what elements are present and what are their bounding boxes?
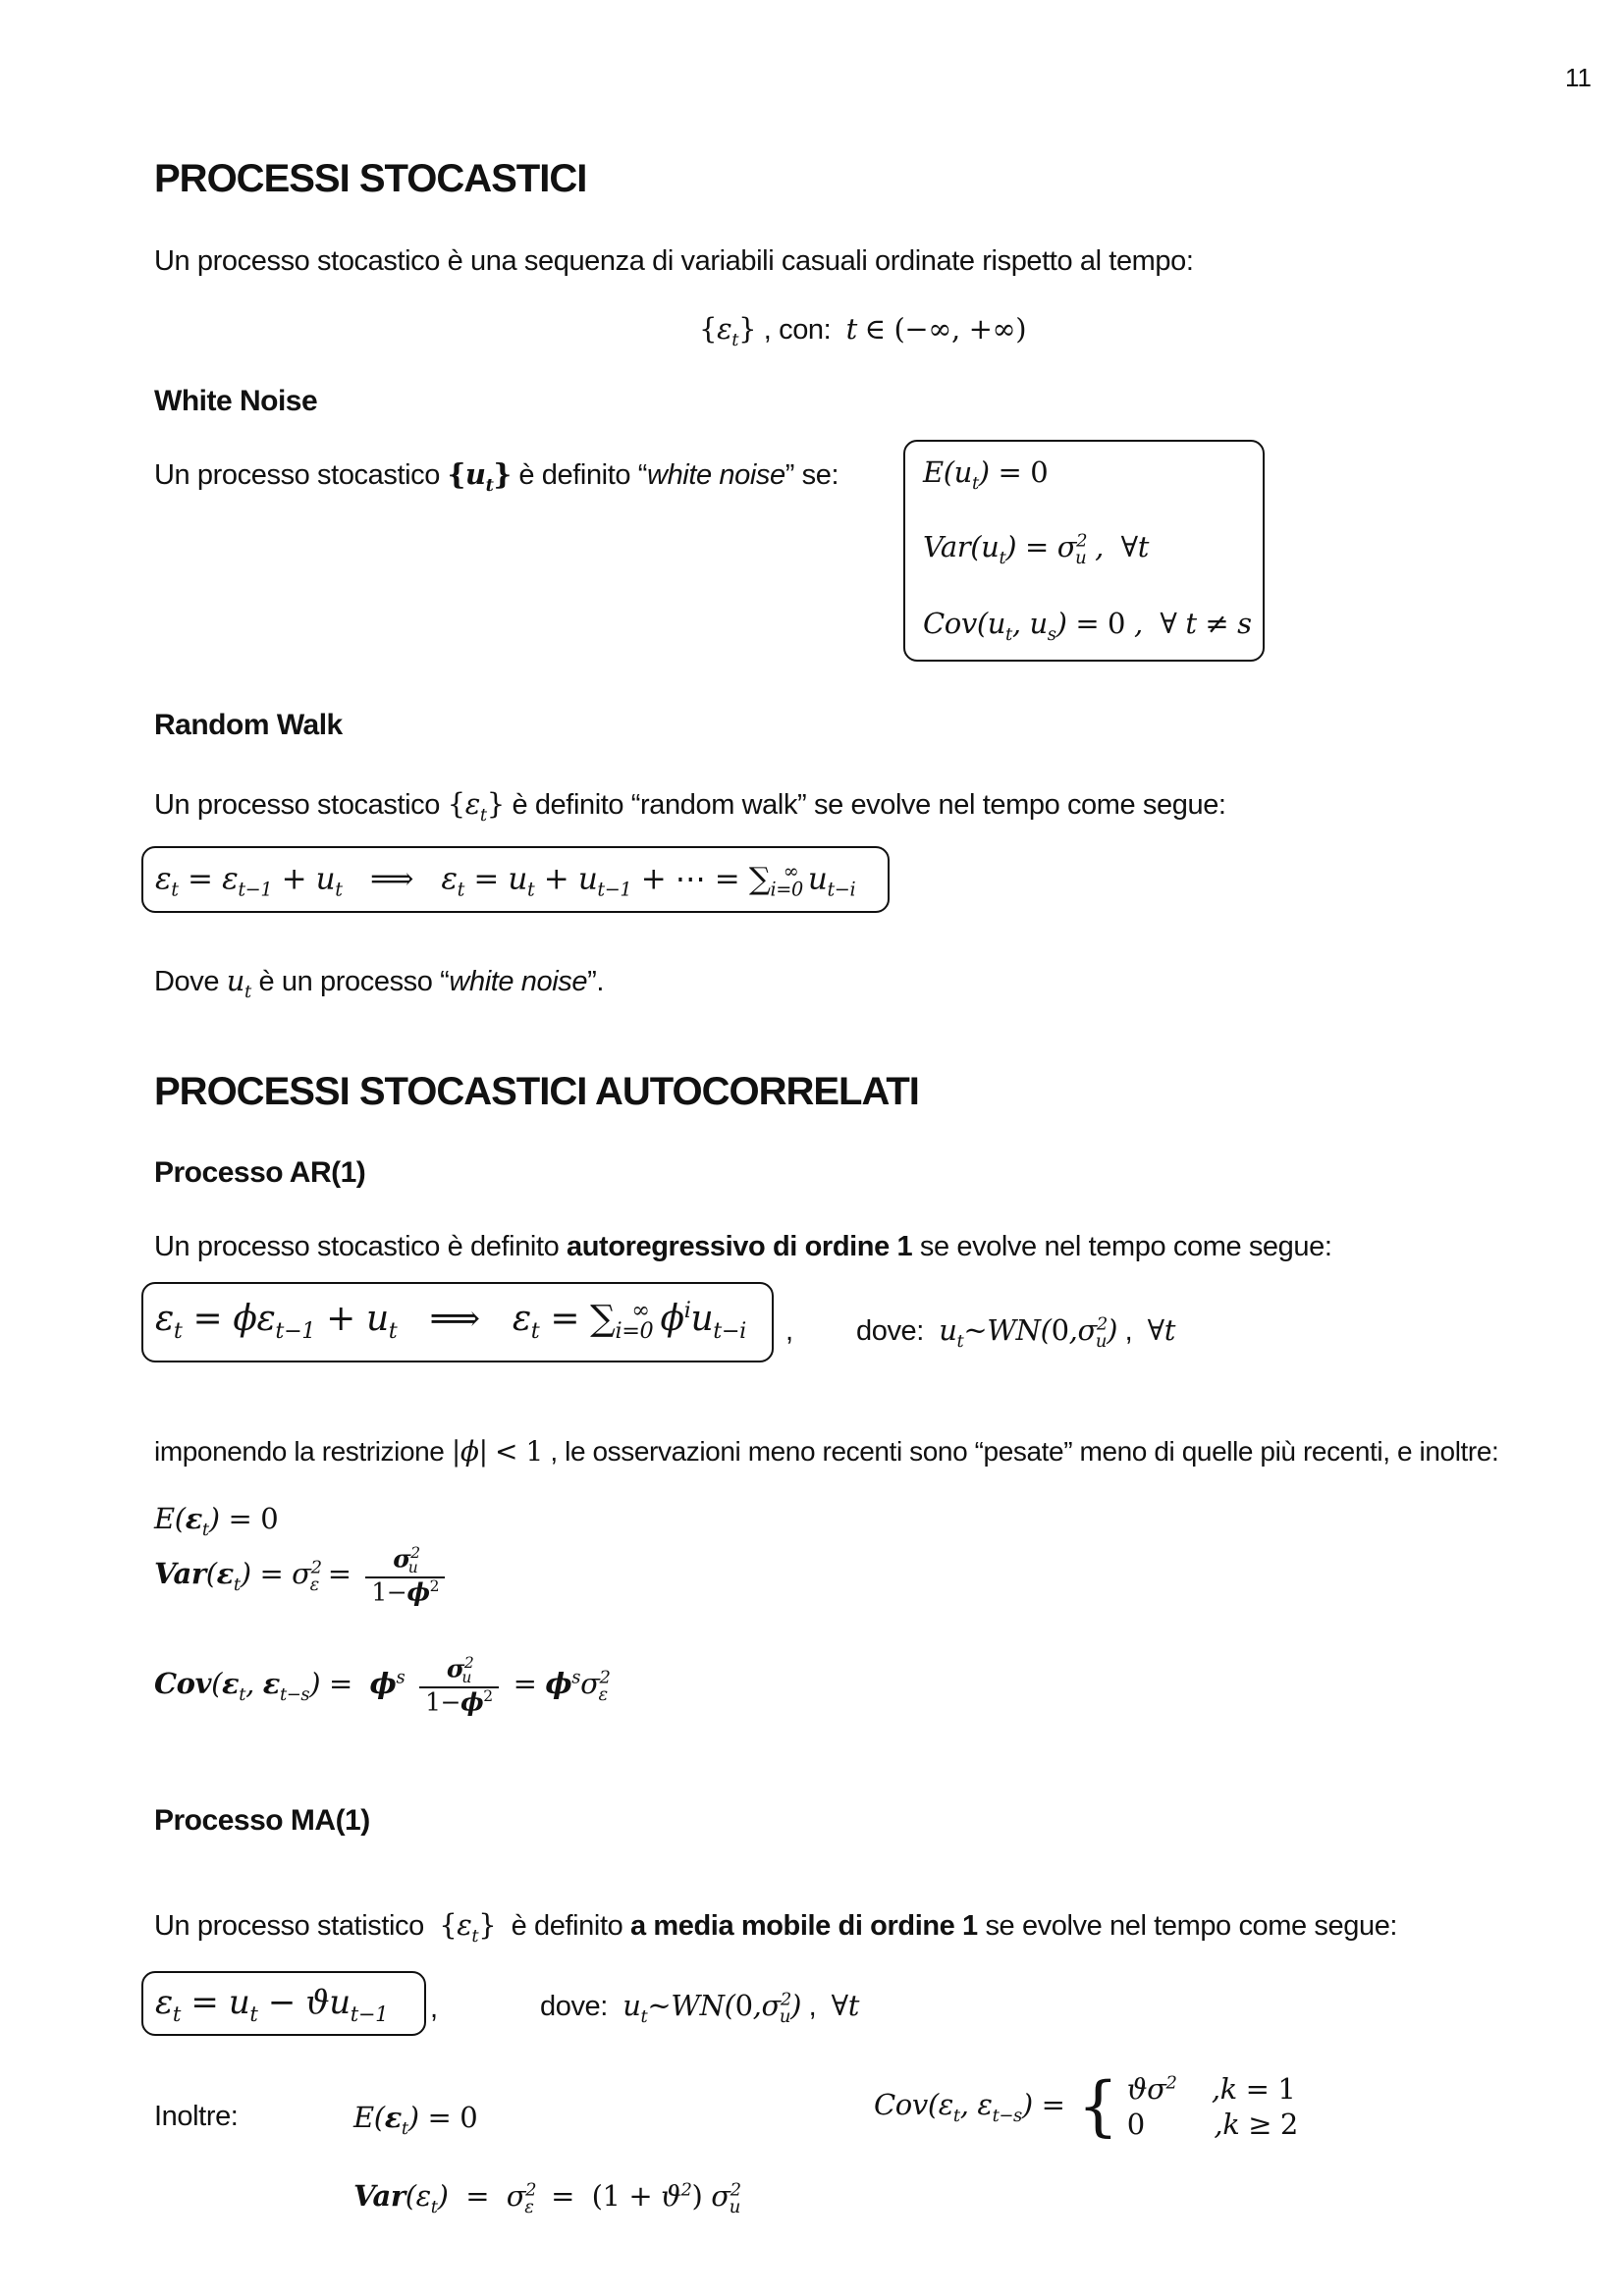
heading-ar1: Processo AR(1) [154, 1156, 366, 1189]
white-noise-text: Un processo stocastico $\{u_t\}$ è definito “white noise” se: [154, 457, 839, 496]
ar1-mean: $E(\varepsilon_t) = 0$ [154, 1502, 279, 1540]
ma1-inoltre: Inoltre: [154, 2101, 239, 2132]
ma1-text: Un processo statistico $\{\varepsilon_t\}$ è definito a media mobile di ordine 1 se evolve nel tempo come segue: [154, 1908, 1398, 1947]
intro-text: Un processo stocastico è una sequenza di variabili casuali ordinate rispetto al tempo: [154, 245, 1194, 277]
ar1-formula-box [141, 1282, 774, 1362]
wn-condition-cov: $Cov(u_t$, $u_s) = 0$ , ∀ t ≠ s [923, 607, 1252, 645]
page-number: 11 [1565, 63, 1592, 92]
heading-random-walk: Random Walk [154, 709, 343, 741]
random-walk-formula: $\varepsilon_t = \varepsilon_{t-1} + u_t$ ⟹ $\varepsilon_t = u_t + u_{t-1}$ + ⋯ = $\sum_{i=0}^\infty$ $u_{t-i}$ [155, 860, 856, 901]
section-title-autocorrelati: PROCESSI STOCASTICI AUTOCORRELATI [154, 1070, 919, 1113]
ar1-comma: , [785, 1315, 793, 1347]
ar1-restriction: imponendo la restrizione |ϕ| < 1 , le osservazioni meno recenti sono “pesate” meno di quelle più recenti, e inoltre: [154, 1435, 1499, 1468]
sequence-formula: $\{\varepsilon_t\}$ , con: t ∈ (−∞, +∞) [699, 312, 1027, 350]
random-walk-formula-box [141, 846, 890, 913]
ma1-mean: $E(\varepsilon_t) = 0$ [353, 2101, 478, 2139]
random-walk-where: Dove $u_t$ è un processo “white noise”. [154, 964, 605, 1002]
ar1-formula: $\varepsilon_t = \phi\varepsilon_{t-1} + u_t$ ⟹ $\varepsilon_t = \sum_{i=0}^\infty$ $\phi^iu_{t-i}$ [155, 1298, 746, 1345]
heading-ma1: Processo MA(1) [154, 1804, 370, 1837]
ma1-var: $Var(\varepsilon_t) = \sigma^2_\varepsilon = (1 + ϑ^2)$ $\sigma^2_u$ [353, 2179, 741, 2217]
ma1-comma: , [430, 1993, 438, 2024]
ma1-formula: $\varepsilon_t = u_t - ϑu_{t-1}$ [155, 1983, 389, 2026]
random-walk-text: Un processo stocastico $\{\varepsilon_t\}$ è definito “random walk” se evolve nel tempo come segue: [154, 787, 1226, 826]
section-title-processi-stocastici: PROCESSI STOCASTICI [154, 157, 587, 200]
wn-condition-mean: $E(u_t) = 0$ [923, 455, 1049, 494]
ar1-var: $Var(\varepsilon_t) = \sigma^2_\varepsilon$ = $\frac{\sigma^2_u}{1-\phi^2}$ [154, 1545, 451, 1606]
ma1-where: dove: $u_t\sim WN(0,\sigma^2_u)$ , ∀t [540, 1989, 860, 2027]
ar1-text: Un processo stocastico è definito autoregressivo di ordine 1 se evolve nel tempo come segue: [154, 1231, 1332, 1262]
ma1-formula-box [141, 1971, 426, 2036]
heading-white-noise: White Noise [154, 385, 318, 417]
ar1-cov: $Cov(\varepsilon_t$, $\varepsilon_{t-s}) = \phi^s$ $\frac{\sigma^2_u}{1-\phi^2}$ = $\phi^s\sigma^2_\varepsilon$ [154, 1654, 611, 1717]
wn-condition-var: $Var(u_t) = \sigma^2_u$ , ∀t [923, 530, 1150, 568]
ma1-cov: $Cov(\varepsilon_t$, $\varepsilon_{t-s}$) = { $ϑ\sigma^2$ ,k = 1 0 ,k ≥ 2 [874, 2068, 1298, 2145]
white-noise-conditions-box [903, 440, 1265, 662]
ar1-where: dove: $u_t\sim WN(0,\sigma^2_u)$ , ∀t [856, 1313, 1176, 1352]
